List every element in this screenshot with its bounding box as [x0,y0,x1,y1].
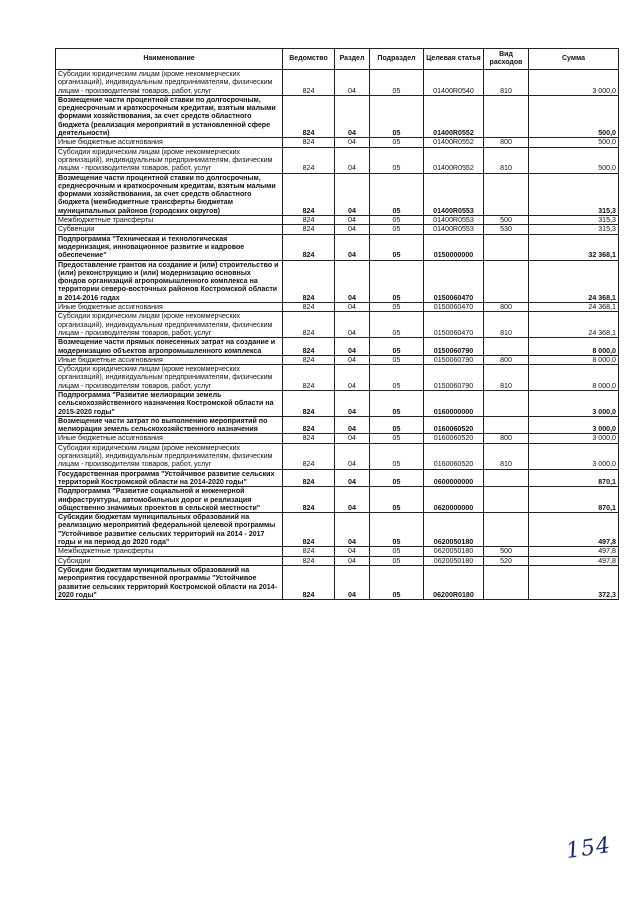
cell-vid-rashodov [484,338,529,356]
table-row [56,565,619,599]
cell-name: Субсидии юридическим лицам (кроме некоммерческих организаций), индивидуальным предпринимателям, физическим лицам - производителям товаров, работ, услуг [56,443,283,469]
cell-vedomstvo: 824 [283,216,335,225]
cell-vid-rashodov [484,173,529,215]
cell-summa: 315,3 [529,173,619,215]
cell-name: Возмещение части затрат по выполнению мероприятий по мелиорации земель сельскохозяйственного назначения [56,416,283,434]
cell-podrazdel: 05 [370,216,424,225]
cell-razdel: 04 [335,138,370,147]
cell-vedomstvo: 824 [283,260,335,302]
cell-podrazdel: 05 [370,338,424,356]
cell-name: Государственная программа "Устойчивое развитие сельских территорий Костромской области на 2014-2020 годы" [56,469,283,487]
cell-razdel: 04 [335,416,370,434]
cell-vid-rashodov: 800 [484,303,529,312]
cell-vedomstvo: 824 [283,416,335,434]
table-row [56,312,619,338]
cell-vid-rashodov: 810 [484,365,529,391]
cell-vedomstvo: 824 [283,556,335,565]
cell-razdel: 04 [335,225,370,234]
cell-vedomstvo: 824 [283,365,335,391]
cell-razdel: 04 [335,469,370,487]
table-row [56,487,619,513]
table-row [56,95,619,137]
table-row [56,338,619,356]
cell-summa: 24 368,1 [529,303,619,312]
cell-celevaya-statya: 0150000000 [424,234,484,260]
cell-vid-rashodov: 800 [484,434,529,443]
cell-razdel: 04 [335,147,370,173]
cell-celevaya-statya: 01400R0553 [424,225,484,234]
cell-vid-rashodov [484,260,529,302]
cell-podrazdel: 05 [370,365,424,391]
table-row [56,416,619,434]
cell-vedomstvo: 824 [283,70,335,96]
table-row [56,443,619,469]
cell-razdel: 04 [335,513,370,547]
cell-razdel: 04 [335,312,370,338]
cell-celevaya-statya: 01400R0552 [424,138,484,147]
cell-summa: 315,3 [529,225,619,234]
cell-razdel: 04 [335,365,370,391]
cell-celevaya-statya: 0160000000 [424,390,484,416]
cell-vedomstvo: 824 [283,95,335,137]
cell-name: Возмещение части процентной ставки по долгосрочным, среднесрочным и краткосрочным кредитам, взятым малыми формами хозяйствования, за счет средств областного бюджета (межбюджетные трансферты бюджетам муниципальных районов (городских округов) [56,173,283,215]
cell-name: Межбюджетные трансферты [56,216,283,225]
cell-vid-rashodov [484,565,529,599]
table-row [56,70,619,96]
cell-vid-rashodov: 810 [484,443,529,469]
cell-razdel: 04 [335,216,370,225]
cell-podrazdel: 05 [370,138,424,147]
cell-name: Субсидии юридическим лицам (кроме некоммерческих организаций), индивидуальным предпринимателям, физическим лицам - производителям товаров, работ, услуг [56,365,283,391]
cell-vedomstvo: 824 [283,434,335,443]
cell-podrazdel: 05 [370,173,424,215]
cell-summa: 3 000,0 [529,390,619,416]
cell-summa: 3 000,0 [529,443,619,469]
table-row [56,434,619,443]
cell-podrazdel: 05 [370,355,424,364]
cell-razdel: 04 [335,260,370,302]
table-row [56,547,619,556]
table-row [56,469,619,487]
table-row [56,365,619,391]
cell-vid-rashodov [484,95,529,137]
cell-razdel: 04 [335,556,370,565]
cell-name: Иные бюджетные ассигнования [56,434,283,443]
cell-vedomstvo: 824 [283,225,335,234]
cell-celevaya-statya: 0160060520 [424,443,484,469]
cell-celevaya-statya: 01400R0540 [424,70,484,96]
budget-table [55,48,619,600]
cell-summa: 500,0 [529,138,619,147]
cell-summa: 3 000,0 [529,416,619,434]
cell-name: Возмещение части прямых понесенных затрат на создание и модернизацию объектов агропромышленного комплекса [56,338,283,356]
header-vid-rashodov: Вид расходов [484,49,529,70]
cell-vedomstvo: 824 [283,312,335,338]
cell-razdel: 04 [335,547,370,556]
cell-podrazdel: 05 [370,225,424,234]
cell-name: Субсидии [56,556,283,565]
cell-podrazdel: 05 [370,469,424,487]
cell-celevaya-statya: 0600000000 [424,469,484,487]
cell-summa: 3 000,0 [529,434,619,443]
cell-vedomstvo: 824 [283,138,335,147]
cell-vid-rashodov [484,469,529,487]
cell-vid-rashodov [484,234,529,260]
table-row [56,225,619,234]
cell-celevaya-statya: 0150060470 [424,260,484,302]
cell-vedomstvo: 824 [283,469,335,487]
cell-summa: 24 368,1 [529,260,619,302]
cell-vedomstvo: 824 [283,513,335,547]
cell-summa: 870,1 [529,487,619,513]
cell-podrazdel: 05 [370,434,424,443]
cell-razdel: 04 [335,95,370,137]
cell-vid-rashodov: 500 [484,216,529,225]
table-row [56,355,619,364]
cell-vid-rashodov: 810 [484,312,529,338]
cell-celevaya-statya: 0620000000 [424,487,484,513]
header-summa: Сумма [529,49,619,70]
cell-vedomstvo: 824 [283,303,335,312]
cell-summa: 8 000,0 [529,365,619,391]
cell-celevaya-statya: 01400R0552 [424,95,484,137]
cell-vid-rashodov [484,487,529,513]
header-vedomstvo: Ведомство [283,49,335,70]
cell-vedomstvo: 824 [283,443,335,469]
cell-vid-rashodov: 810 [484,147,529,173]
table-row [56,173,619,215]
cell-celevaya-statya: 0160060520 [424,416,484,434]
table-row [56,138,619,147]
cell-razdel: 04 [335,443,370,469]
table-row [56,303,619,312]
cell-vid-rashodov: 530 [484,225,529,234]
table-row [56,147,619,173]
cell-summa: 8 000,0 [529,338,619,356]
cell-razdel: 04 [335,390,370,416]
cell-vid-rashodov [484,390,529,416]
cell-celevaya-statya: 0150060790 [424,355,484,364]
cell-razdel: 04 [335,487,370,513]
cell-vedomstvo: 824 [283,390,335,416]
cell-vedomstvo: 824 [283,487,335,513]
cell-vedomstvo: 824 [283,147,335,173]
cell-razdel: 04 [335,70,370,96]
cell-summa: 32 368,1 [529,234,619,260]
table-body [56,70,619,600]
cell-razdel: 04 [335,234,370,260]
cell-razdel: 04 [335,338,370,356]
cell-summa: 497,8 [529,547,619,556]
cell-podrazdel: 05 [370,147,424,173]
cell-name: Иные бюджетные ассигнования [56,138,283,147]
cell-celevaya-statya: 0150060470 [424,303,484,312]
cell-vedomstvo: 824 [283,547,335,556]
cell-podrazdel: 05 [370,95,424,137]
table-row [56,216,619,225]
cell-podrazdel: 05 [370,303,424,312]
cell-vedomstvo: 824 [283,173,335,215]
cell-razdel: 04 [335,565,370,599]
cell-podrazdel: 05 [370,565,424,599]
cell-celevaya-statya: 0620050180 [424,547,484,556]
cell-celevaya-statya: 0150060470 [424,312,484,338]
cell-name: Подпрограмма "Техническая и технологическая модернизация, инновационное развитие и кадровое обеспечение" [56,234,283,260]
cell-vedomstvo: 824 [283,338,335,356]
cell-razdel: 04 [335,303,370,312]
cell-name: Субсидии бюджетам муниципальных образований на реализацию мероприятий федеральной целевой программы "Устойчивое развитие сельских территорий на 2014 - 2017 годы и на период до 2020 года" [56,513,283,547]
cell-razdel: 04 [335,355,370,364]
table-row [56,234,619,260]
cell-summa: 315,3 [529,216,619,225]
header-name: Наименование [56,49,283,70]
cell-podrazdel: 05 [370,416,424,434]
cell-name: Субвенции [56,225,283,234]
cell-name: Возмещение части процентной ставки по долгосрочным, среднесрочным и краткосрочным кредитам, взятым малыми формами хозяйствования, за счет средств областного бюджета (реализация мероприятий в установленной сфере деятельности) [56,95,283,137]
cell-vid-rashodov [484,513,529,547]
cell-vedomstvo: 824 [283,234,335,260]
cell-podrazdel: 05 [370,260,424,302]
cell-celevaya-statya: 0160060520 [424,434,484,443]
cell-name: Субсидии юридическим лицам (кроме некоммерческих организаций), индивидуальным предпринимателям, физическим лицам - производителям товаров, работ, услуг [56,312,283,338]
cell-name: Межбюджетные трансферты [56,547,283,556]
cell-celevaya-statya: 0150060790 [424,365,484,391]
cell-vid-rashodov: 520 [484,556,529,565]
cell-name: Субсидии юридическим лицам (кроме некоммерческих организаций), индивидуальным предпринимателям, физическим лицам - производителям товаров, работ, услуг [56,147,283,173]
cell-name: Подпрограмма "Развитие социальной и инженерной инфраструктуры, автомобильных дорог и реализация общественно значимых проектов в сельской местности" [56,487,283,513]
cell-summa: 500,0 [529,95,619,137]
cell-name: Иные бюджетные ассигнования [56,355,283,364]
table-row [56,513,619,547]
cell-vid-rashodov [484,416,529,434]
table-row [56,390,619,416]
cell-name: Подпрограмма "Развитие мелиорации земель сельскохозяйственного назначения Костромской области на 2015-2020 годы" [56,390,283,416]
handwritten-page-number: 154 [564,832,613,865]
cell-celevaya-statya: 0620050180 [424,513,484,547]
cell-name: Субсидии бюджетам муниципальных образований на мероприятия государственной программы "Устойчивое развитие сельских территорий Костромской области на 2014-2020 годы" [56,565,283,599]
cell-summa: 24 368,1 [529,312,619,338]
cell-vid-rashodov: 810 [484,70,529,96]
cell-summa: 372,3 [529,565,619,599]
cell-name: Иные бюджетные ассигнования [56,303,283,312]
header-celevaya-statya: Целевая статья [424,49,484,70]
cell-podrazdel: 05 [370,390,424,416]
cell-summa: 8 000,0 [529,355,619,364]
cell-podrazdel: 05 [370,443,424,469]
cell-vedomstvo: 824 [283,565,335,599]
cell-celevaya-statya: 06200R0180 [424,565,484,599]
cell-summa: 497,8 [529,556,619,565]
cell-razdel: 04 [335,434,370,443]
cell-celevaya-statya: 01400R0553 [424,216,484,225]
cell-celevaya-statya: 0150060790 [424,338,484,356]
cell-summa: 3 000,0 [529,70,619,96]
cell-podrazdel: 05 [370,547,424,556]
cell-razdel: 04 [335,173,370,215]
cell-vid-rashodov: 500 [484,547,529,556]
cell-vid-rashodov: 800 [484,138,529,147]
table-row [56,556,619,565]
header-podrazdel: Подраздел [370,49,424,70]
cell-summa: 497,8 [529,513,619,547]
cell-celevaya-statya: 01400R0553 [424,173,484,215]
cell-podrazdel: 05 [370,312,424,338]
cell-podrazdel: 05 [370,70,424,96]
cell-summa: 870,1 [529,469,619,487]
header-razdel: Раздел [335,49,370,70]
cell-podrazdel: 05 [370,556,424,565]
cell-celevaya-statya: 0620050180 [424,556,484,565]
cell-podrazdel: 05 [370,487,424,513]
cell-vedomstvo: 824 [283,355,335,364]
table-header-row [56,49,619,70]
cell-vid-rashodov: 800 [484,355,529,364]
table-row [56,260,619,302]
cell-name: Предоставление грантов на создание и (или) строительство и (или) реконструкцию и (или) модернизацию основных фондов организаций агропромышленного комплекса на территории северо-восточных районов Костромской области в 2014-2016 годах [56,260,283,302]
cell-podrazdel: 05 [370,234,424,260]
cell-podrazdel: 05 [370,513,424,547]
cell-celevaya-statya: 01400R0552 [424,147,484,173]
cell-name: Субсидии юридическим лицам (кроме некоммерческих организаций), индивидуальным предпринимателям, физическим лицам - производителям товаров, работ, услуг [56,70,283,96]
budget-table-sheet [55,48,618,600]
cell-summa: 500,0 [529,147,619,173]
